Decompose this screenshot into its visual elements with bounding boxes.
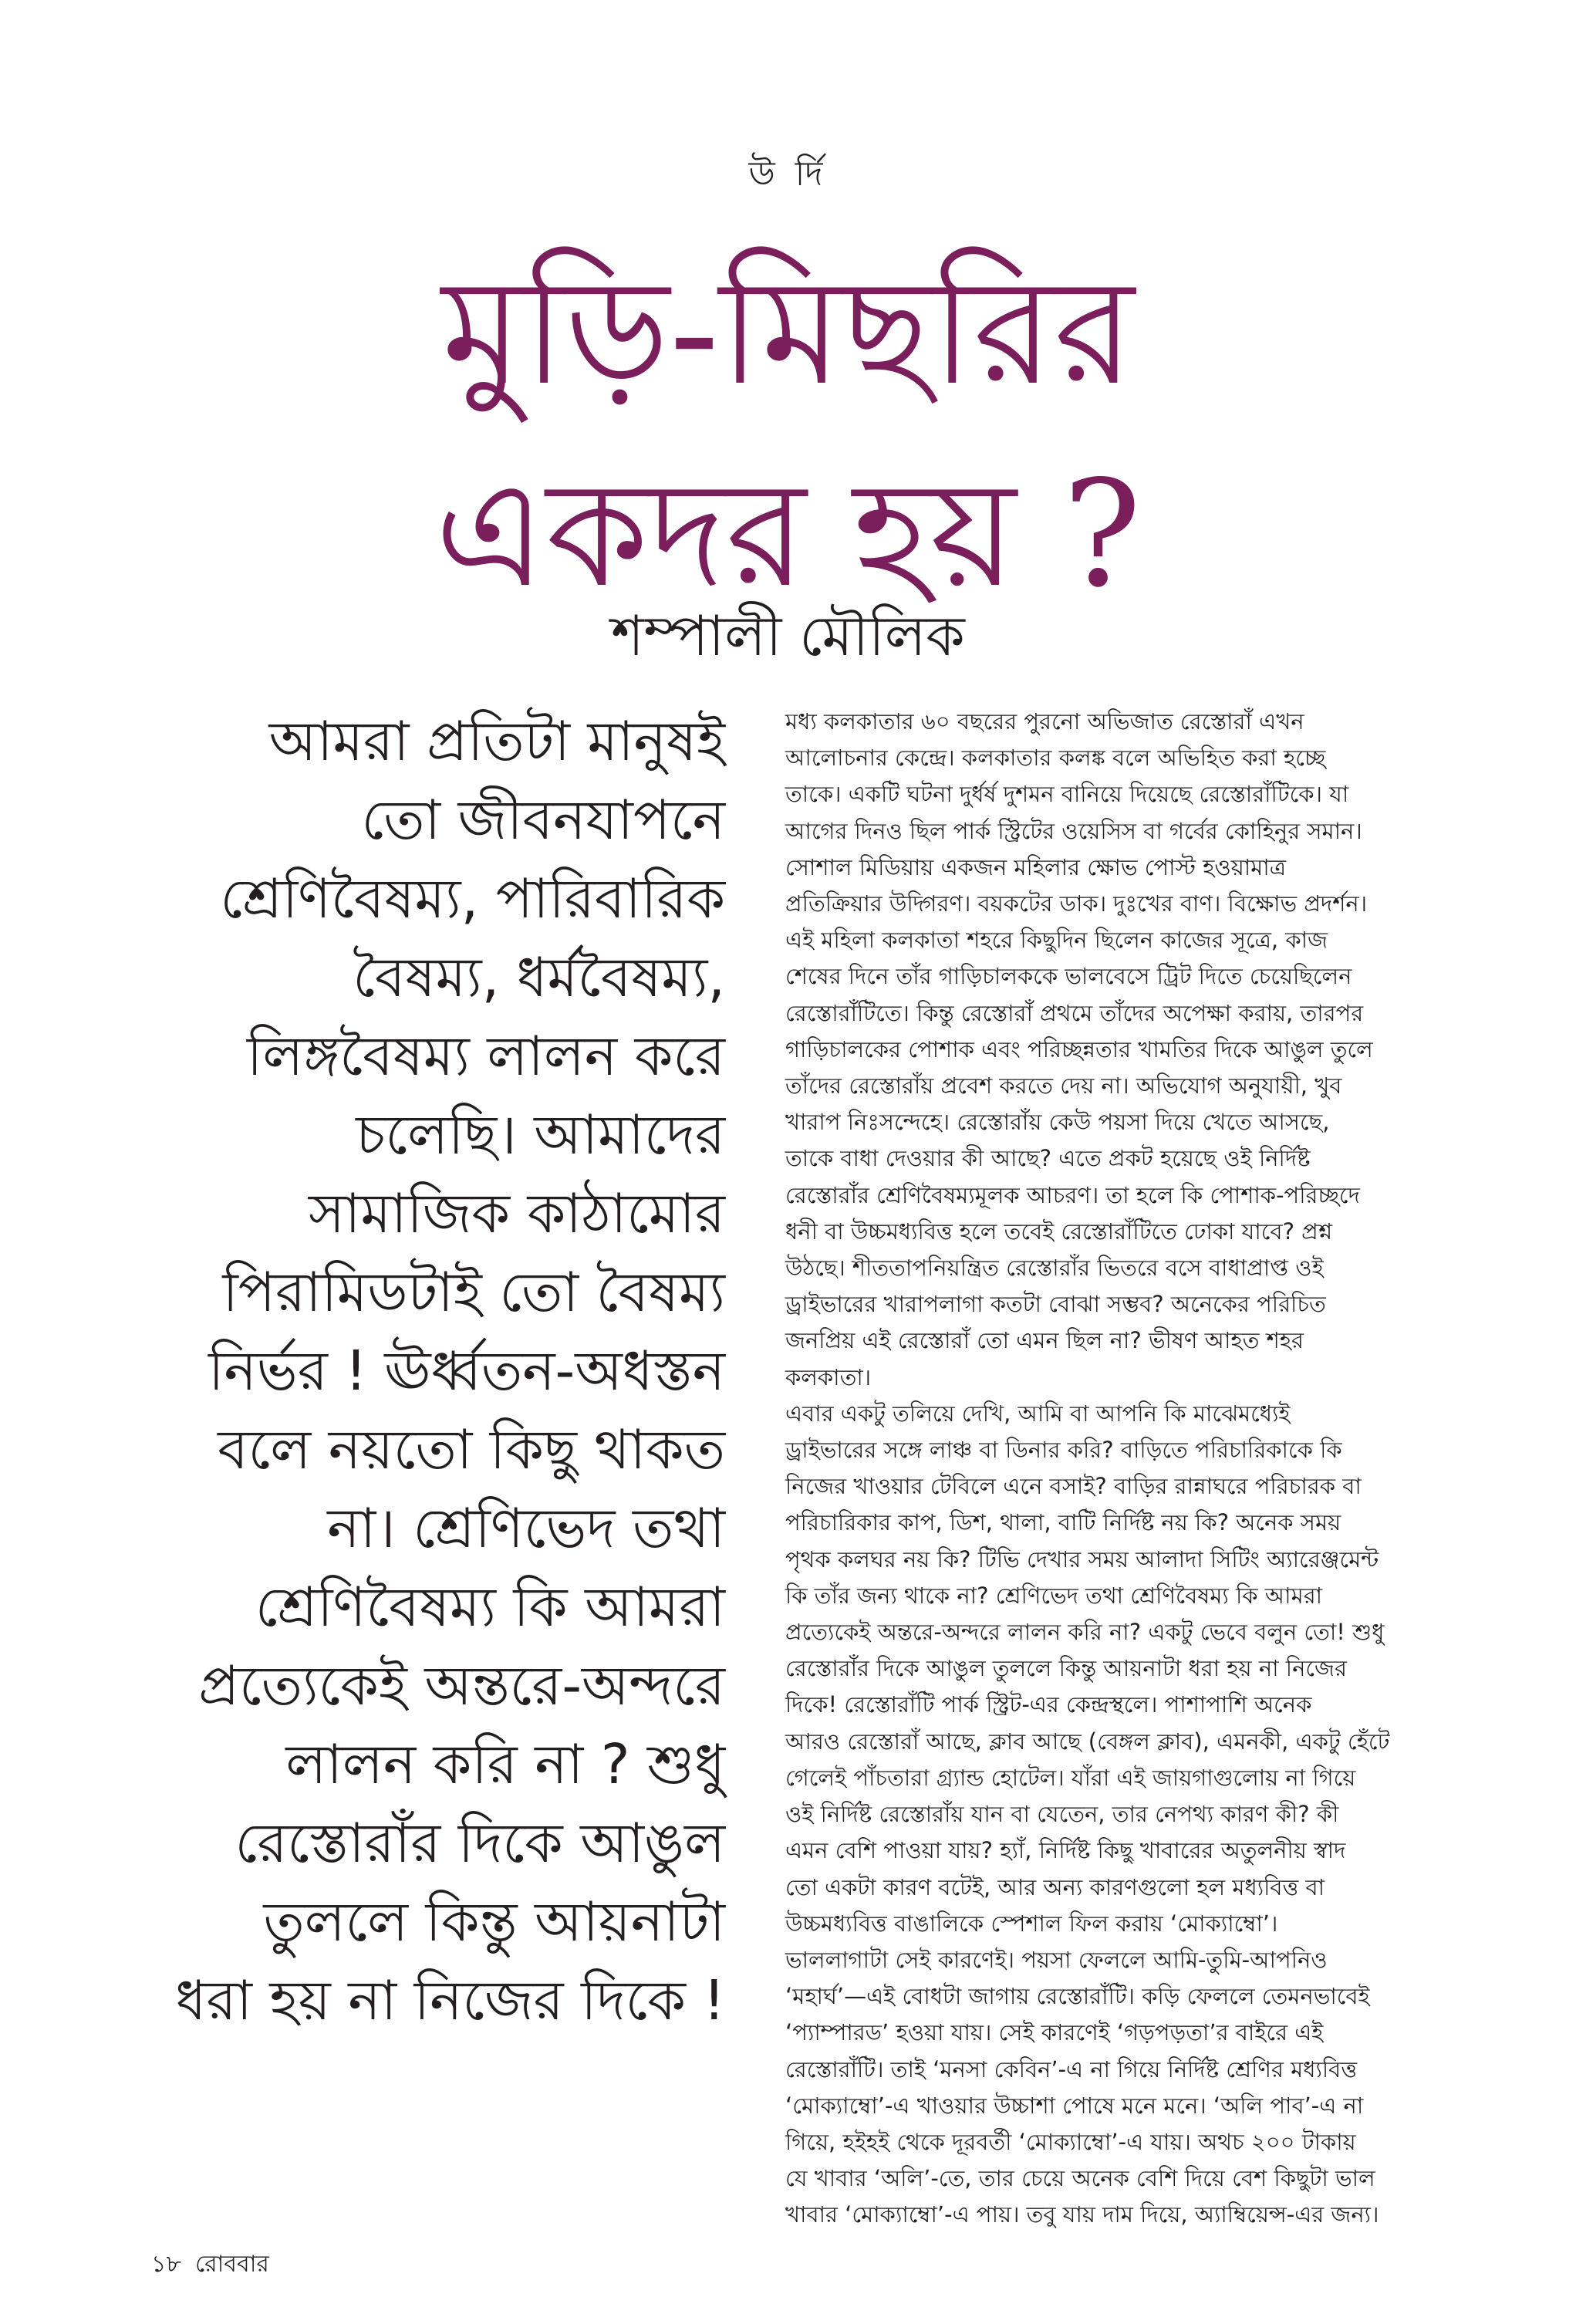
- pull-quote-line: শ্রেণিবৈষম্য, পারিবারিক: [220, 866, 725, 931]
- body-line: গিয়ে, হইহই থেকে দূরবর্তী ‘মোক্যাম্বো’-এ যায়। অথচ ২০০ টাকায়: [785, 2128, 1356, 2155]
- body-line: গাড়িচালকের পোশাক এবং পরিচ্ছন্নতার খামতির দিকে আঙুল তুলে: [785, 1035, 1373, 1062]
- body-line: প্রতিক্রিয়ার উদ্গিরণ। বয়কটের ডাক। দুঃখের বাণ। বিক্ষোভ প্রদর্শন।: [785, 890, 1368, 917]
- pull-quote-line: প্রত্যেকেই অন্তরে-অন্দরে: [198, 1653, 725, 1718]
- body-line: খাবার ‘মোক্যাম্বো’-এ পায়। তবু যায় দাম দিয়ে, অ্যাম্বিয়েন্স-এর জন্য।: [785, 2201, 1379, 2228]
- article-body: [785, 704, 1456, 2234]
- body-line: কলকাতা।: [785, 1363, 872, 1390]
- body-line: রেস্তোরাঁর শ্রেণিবৈষম্যমূলক আচরণ। তা হলে কি পোশাক-পরিচ্ছদে: [785, 1181, 1360, 1208]
- body-line: সোশাল মিডিয়ায় একজন মহিলার ক্ষোভ পোস্ট হওয়ামাত্র: [785, 853, 1286, 880]
- body-line: শেষের দিনে তাঁর গাড়িচালককে ভালবেসে ট্রিট দিতে চেয়েছিলেন: [785, 963, 1352, 990]
- body-line: নিজের খাওয়ার টেবিলে এনে বসাই? বাড়ির রান্নাঘরে পরিচারক বা: [785, 1473, 1362, 1500]
- body-line: ড্রাইভারের খারাপলাগা কতটা বোঝা সম্ভব? অনেকের পরিচিত: [785, 1291, 1326, 1318]
- body-line: কি তাঁর জন্য থাকে না? শ্রেণিভেদ তথা শ্রেণিবৈষম্য কি আমরা: [785, 1582, 1323, 1609]
- body-line: পরিচারিকার কাপ, ডিশ, থালা, বাটি নির্দিষ্ট নয় কি? অনেক সময়: [785, 1509, 1341, 1536]
- pull-quote-line: আমরা প্রতিটা মানুষই: [268, 709, 725, 773]
- body-line: পৃথক কলঘর নয় কি? টিভি দেখার সময় আলাদা সিটিং অ্যারেঞ্জমেন্ট: [785, 1545, 1379, 1572]
- pull-quote-line: সামাজিক কাঠামোর: [309, 1181, 725, 1245]
- pull-quote-line: না। শ্রেণিভেদ তথা: [327, 1496, 725, 1560]
- headline-line-1: মুড়ি-মিছরির: [441, 247, 1135, 417]
- body-line: উঠছে। শীততাপনিয়ন্ত্রিত রেস্তোরাঁর ভিতরে বসে বাধাপ্রাপ্ত ওই: [785, 1255, 1324, 1282]
- body-line: তাকে। একটি ঘটনা দুর্ধর্ষ দুশমন বানিয়ে দিয়েছে রেস্তোরাঁটিকে। যা: [785, 781, 1349, 808]
- pull-quote-line: শ্রেণিবৈষম্য কি আমরা: [255, 1575, 725, 1639]
- body-line: ভাললাগাটা সেই কারণেই। পয়সা ফেললে আমি-তুমি-আপনিও: [785, 1946, 1328, 1973]
- body-line: ড্রাইভারের সঙ্গে লাঞ্চ বা ডিনার করি? বাড়িতে পরিচারিকাকে কি: [785, 1437, 1342, 1464]
- body-line: আলোচনার কেন্দ্রে। কলকাতার কলঙ্ক বলে অভিহিত করা হচ্ছে: [785, 745, 1326, 772]
- pull-quote: [139, 702, 725, 2040]
- body-line: গেলেই পাঁচতারা গ্র্যান্ড হোটেল। যাঁরা এই জায়গাগুলোয় না গিয়ে: [785, 1764, 1356, 1791]
- body-line: তাকে বাধা দেওয়ার কী আছে? এতে প্রকট হয়েছে ওই নির্দিষ্ট: [785, 1145, 1311, 1172]
- body-line: রেস্তোরাঁটি। তাই ‘মনসা কেবিন’-এ না গিয়ে নির্দিষ্ট শ্রেণির মধ্যবিত্ত: [785, 2055, 1358, 2082]
- body-line: উচ্চমধ্যবিত্ত বাঙালিকে স্পেশাল ফিল করায় ‘মোক্যাম্বো’।: [785, 1910, 1278, 1937]
- headline-line-2: একদর হয় ?: [434, 449, 1142, 620]
- body-line: আগের দিনও ছিল পার্ক স্ট্রিটের ওয়েসিস বা গর্বের কোহিনুর সমান।: [785, 817, 1362, 844]
- pull-quote-line: পিরামিডটাই তো বৈষম্য: [222, 1260, 725, 1324]
- page-number: ১৮: [151, 2251, 181, 2278]
- body-line: যে খাবার ‘অলি’-তে, তার চেয়ে অনেক বেশি দিয়ে বেশ কিছুটা ভাল: [785, 2165, 1375, 2192]
- pull-quote-line: চলেছি। আমাদের: [356, 1103, 725, 1167]
- body-line: ‘মোক্যাম্বো’-এ খাওয়ার উচ্চাশা পোষে মনে মনে। ‘অলি পাব’-এ না: [785, 2092, 1364, 2119]
- body-line: রেস্তোরাঁর দিকে আঙুল তুললে কিন্তু আয়নাটা ধরা হয় না নিজের: [785, 1655, 1347, 1682]
- pull-quote-line: লিঙ্গবৈষম্য লালন করে: [247, 1024, 725, 1088]
- pull-quote-line: বৈষম্য, ধর্মবৈষম্য,: [353, 945, 725, 1009]
- body-line: মধ্য কলকাতার ৬০ বছরের পুরনো অভিজাত রেস্তোরাঁ এখন: [785, 708, 1304, 735]
- pull-quote-line: লালন করি না ? শুধু: [285, 1732, 725, 1796]
- page-footer: [151, 2245, 283, 2285]
- body-line: রেস্তোরাঁটিতে। কিন্তু রেস্তোরাঁ প্রথমে তাঁদের অপেক্ষা করায়, তারপর: [785, 999, 1364, 1026]
- section-label: উ র্দি: [748, 154, 828, 194]
- body-line: ওই নির্দিষ্ট রেস্তোরাঁয় যান বা যেতেন, তার নেপথ্য কারণ কী? কী: [785, 1801, 1339, 1828]
- pull-quote-line: নির্ভর ! ঊর্ধ্বতন-অধস্তন: [208, 1339, 725, 1403]
- body-line: আরও রেস্তোরাঁ আছে, ক্লাব আছে (বেঙ্গল ক্লাব), এমনকী, একটু হেঁটে: [785, 1728, 1390, 1755]
- body-line: তো একটা কারণ বটেই, আর অন্য কারণগুলো হল মধ্যবিত্ত বা: [785, 1873, 1325, 1900]
- body-line: জনপ্রিয় এই রেস্তোরাঁ তো এমন ছিল না? ভীষণ আহত শহর: [785, 1327, 1304, 1354]
- body-line: দিকে! রেস্তোরাঁটি পার্ক স্ট্রিট-এর কেন্দ্রস্থলে। পাশাপাশি অনেক: [785, 1691, 1312, 1718]
- body-line: এমন বেশি পাওয়া যায়? হ্যাঁ, নির্দিষ্ট কিছু খাবারের অতুলনীয় স্বাদ: [785, 1837, 1346, 1864]
- pull-quote-line: বলে নয়তো কিছু থাকত: [218, 1417, 725, 1481]
- body-line: ধনী বা উচ্চমধ্যবিত্ত হলে তবেই রেস্তোরাঁটিতে ঢোকা যাবে? প্রশ্ন: [785, 1218, 1333, 1245]
- pull-quote-line: ধরা হয় না নিজের দিকে !: [175, 1968, 725, 2032]
- body-line: খারাপ নিঃসন্দেহে। রেস্তোরাঁয় কেউ পয়সা দিয়ে খেতে আসছে,: [785, 1109, 1330, 1136]
- pull-quote-line: তো জীবনযাপনে: [361, 788, 725, 852]
- body-line: তাঁদের রেস্তোরাঁয় প্রবেশ করতে দেয় না। অভিযোগ অনুযায়ী, খুব: [785, 1072, 1342, 1100]
- body-line: প্রত্যেকেই অন্তরে-অন্দরে লালন করি না? একটু ভেবে বলুন তো! শুধু: [785, 1619, 1385, 1646]
- author-byline: শম্পালী মৌলিক: [611, 603, 965, 668]
- body-line: এই মহিলা কলকাতা শহরে কিছুদিন ছিলেন কাজের সূত্রে, কাজ: [785, 927, 1328, 954]
- pull-quote-line: তুললে কিন্তু আয়নাটা: [263, 1890, 725, 1954]
- body-line: ‘প্যাম্পারড’ হওয়া যায়। সেই কারণেই ‘গড়পড়তা’র বাইরে এই: [785, 2019, 1324, 2046]
- headline: [0, 231, 1576, 636]
- magazine-name: রোববার: [194, 2251, 269, 2278]
- body-line: ‘মহার্ঘ’—এই বোধটা জাগায় রেস্তোরাঁটি। কড়ি ফেললে তেমনভাবেই: [785, 1983, 1370, 2010]
- body-line: এবার একটু তলিয়ে দেখি, আমি বা আপনি কি মাঝেমধ্যেই: [785, 1400, 1291, 1427]
- pull-quote-line: রেস্তোরাঁর দিকে আঙুল: [235, 1811, 725, 1875]
